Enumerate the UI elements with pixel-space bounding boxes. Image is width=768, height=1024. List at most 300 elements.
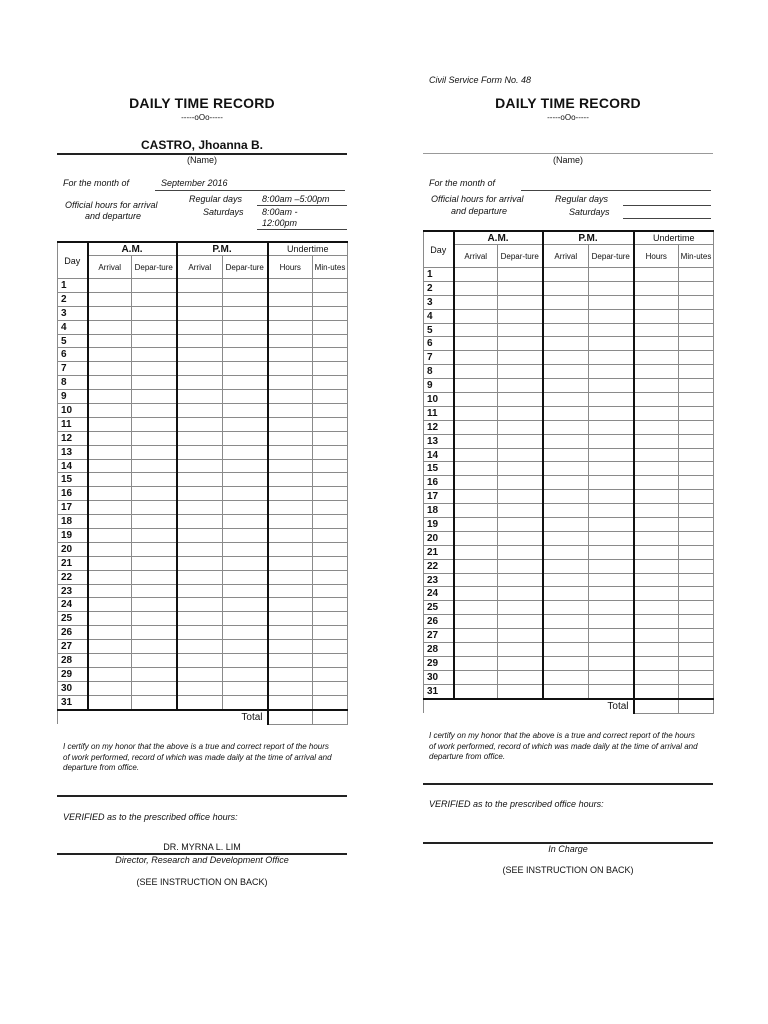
pm-arrival-cell[interactable] (177, 390, 223, 404)
pm-departure-cell[interactable] (223, 695, 268, 709)
am-departure-cell[interactable] (132, 459, 177, 473)
pm-departure-cell[interactable] (589, 351, 634, 365)
undertime-minutes-cell[interactable] (313, 529, 348, 543)
am-arrival-cell[interactable] (454, 643, 498, 657)
pm-arrival-cell[interactable] (177, 473, 223, 487)
undertime-minutes-cell[interactable] (679, 379, 714, 393)
undertime-hours-cell[interactable] (268, 292, 313, 306)
undertime-hours-cell[interactable] (268, 306, 313, 320)
undertime-hours-cell[interactable] (634, 406, 679, 420)
undertime-minutes-cell[interactable] (679, 629, 714, 643)
am-arrival-cell[interactable] (88, 626, 132, 640)
pm-departure-cell[interactable] (589, 365, 634, 379)
undertime-minutes-cell[interactable] (679, 462, 714, 476)
pm-departure-cell[interactable] (589, 379, 634, 393)
undertime-minutes-cell[interactable] (679, 518, 714, 532)
undertime-hours-cell[interactable] (268, 626, 313, 640)
undertime-hours-cell[interactable] (268, 542, 313, 556)
undertime-hours-cell[interactable] (634, 629, 679, 643)
am-arrival-cell[interactable] (454, 309, 498, 323)
am-departure-cell[interactable] (498, 545, 543, 559)
am-arrival-cell[interactable] (454, 337, 498, 351)
pm-departure-cell[interactable] (223, 487, 268, 501)
pm-arrival-cell[interactable] (543, 573, 589, 587)
pm-arrival-cell[interactable] (177, 292, 223, 306)
am-departure-cell[interactable] (132, 320, 177, 334)
am-arrival-cell[interactable] (454, 295, 498, 309)
pm-departure-cell[interactable] (223, 473, 268, 487)
am-arrival-cell[interactable] (454, 351, 498, 365)
undertime-hours-cell[interactable] (268, 459, 313, 473)
undertime-hours-cell[interactable] (634, 309, 679, 323)
am-arrival-cell[interactable] (88, 279, 132, 293)
undertime-minutes-cell[interactable] (679, 281, 714, 295)
pm-departure-cell[interactable] (223, 542, 268, 556)
pm-arrival-cell[interactable] (543, 643, 589, 657)
undertime-hours-cell[interactable] (268, 667, 313, 681)
pm-departure-cell[interactable] (223, 570, 268, 584)
undertime-minutes-cell[interactable] (679, 643, 714, 657)
am-departure-cell[interactable] (132, 681, 177, 695)
am-departure-cell[interactable] (498, 365, 543, 379)
am-departure-cell[interactable] (132, 334, 177, 348)
am-departure-cell[interactable] (498, 587, 543, 601)
undertime-hours-cell[interactable] (268, 417, 313, 431)
undertime-minutes-cell[interactable] (679, 545, 714, 559)
am-arrival-cell[interactable] (454, 684, 498, 698)
pm-departure-cell[interactable] (223, 431, 268, 445)
pm-departure-cell[interactable] (589, 337, 634, 351)
pm-departure-cell[interactable] (589, 587, 634, 601)
am-departure-cell[interactable] (498, 323, 543, 337)
am-arrival-cell[interactable] (454, 504, 498, 518)
undertime-minutes-cell[interactable] (313, 556, 348, 570)
undertime-minutes-cell[interactable] (679, 365, 714, 379)
pm-departure-cell[interactable] (223, 404, 268, 418)
pm-arrival-cell[interactable] (543, 448, 589, 462)
pm-departure-cell[interactable] (589, 462, 634, 476)
am-arrival-cell[interactable] (88, 390, 132, 404)
pm-arrival-cell[interactable] (177, 320, 223, 334)
am-arrival-cell[interactable] (88, 612, 132, 626)
undertime-minutes-cell[interactable] (679, 656, 714, 670)
undertime-hours-cell[interactable] (634, 434, 679, 448)
am-arrival-cell[interactable] (88, 292, 132, 306)
undertime-minutes-cell[interactable] (679, 504, 714, 518)
undertime-hours-cell[interactable] (634, 295, 679, 309)
undertime-hours-cell[interactable] (634, 504, 679, 518)
pm-arrival-cell[interactable] (177, 417, 223, 431)
undertime-hours-cell[interactable] (268, 640, 313, 654)
pm-departure-cell[interactable] (589, 323, 634, 337)
am-departure-cell[interactable] (498, 337, 543, 351)
undertime-minutes-cell[interactable] (313, 542, 348, 556)
undertime-hours-cell[interactable] (268, 584, 313, 598)
am-arrival-cell[interactable] (454, 268, 498, 282)
am-arrival-cell[interactable] (88, 667, 132, 681)
am-departure-cell[interactable] (498, 656, 543, 670)
total-hours-cell[interactable] (268, 710, 313, 725)
pm-arrival-cell[interactable] (543, 365, 589, 379)
pm-departure-cell[interactable] (223, 515, 268, 529)
undertime-hours-cell[interactable] (268, 431, 313, 445)
undertime-minutes-cell[interactable] (313, 376, 348, 390)
pm-departure-cell[interactable] (589, 295, 634, 309)
undertime-minutes-cell[interactable] (679, 615, 714, 629)
pm-departure-cell[interactable] (589, 531, 634, 545)
undertime-hours-cell[interactable] (268, 362, 313, 376)
total-minutes-cell[interactable] (313, 710, 348, 725)
am-arrival-cell[interactable] (88, 404, 132, 418)
undertime-hours-cell[interactable] (634, 518, 679, 532)
undertime-minutes-cell[interactable] (313, 473, 348, 487)
pm-arrival-cell[interactable] (177, 306, 223, 320)
am-departure-cell[interactable] (498, 476, 543, 490)
am-departure-cell[interactable] (132, 584, 177, 598)
undertime-minutes-cell[interactable] (313, 279, 348, 293)
am-departure-cell[interactable] (498, 615, 543, 629)
am-departure-cell[interactable] (498, 629, 543, 643)
am-arrival-cell[interactable] (88, 306, 132, 320)
pm-departure-cell[interactable] (589, 490, 634, 504)
pm-arrival-cell[interactable] (177, 376, 223, 390)
pm-arrival-cell[interactable] (543, 559, 589, 573)
pm-arrival-cell[interactable] (177, 445, 223, 459)
am-departure-cell[interactable] (132, 306, 177, 320)
pm-departure-cell[interactable] (223, 334, 268, 348)
am-departure-cell[interactable] (498, 504, 543, 518)
am-arrival-cell[interactable] (88, 695, 132, 709)
pm-departure-cell[interactable] (589, 476, 634, 490)
pm-arrival-cell[interactable] (543, 406, 589, 420)
pm-arrival-cell[interactable] (177, 612, 223, 626)
undertime-hours-cell[interactable] (634, 643, 679, 657)
undertime-hours-cell[interactable] (268, 376, 313, 390)
am-departure-cell[interactable] (132, 390, 177, 404)
undertime-hours-cell[interactable] (634, 656, 679, 670)
pm-departure-cell[interactable] (223, 640, 268, 654)
undertime-minutes-cell[interactable] (679, 323, 714, 337)
am-arrival-cell[interactable] (88, 459, 132, 473)
pm-departure-cell[interactable] (223, 376, 268, 390)
pm-departure-cell[interactable] (589, 434, 634, 448)
am-arrival-cell[interactable] (88, 584, 132, 598)
undertime-hours-cell[interactable] (268, 320, 313, 334)
pm-arrival-cell[interactable] (177, 404, 223, 418)
pm-arrival-cell[interactable] (543, 351, 589, 365)
pm-arrival-cell[interactable] (543, 337, 589, 351)
undertime-hours-cell[interactable] (634, 281, 679, 295)
undertime-hours-cell[interactable] (268, 515, 313, 529)
pm-arrival-cell[interactable] (543, 295, 589, 309)
am-departure-cell[interactable] (132, 556, 177, 570)
pm-arrival-cell[interactable] (543, 490, 589, 504)
pm-departure-cell[interactable] (223, 292, 268, 306)
undertime-minutes-cell[interactable] (679, 337, 714, 351)
undertime-hours-cell[interactable] (268, 612, 313, 626)
am-departure-cell[interactable] (498, 351, 543, 365)
undertime-hours-cell[interactable] (268, 445, 313, 459)
am-arrival-cell[interactable] (454, 629, 498, 643)
am-departure-cell[interactable] (132, 626, 177, 640)
pm-departure-cell[interactable] (589, 448, 634, 462)
undertime-minutes-cell[interactable] (679, 531, 714, 545)
undertime-minutes-cell[interactable] (313, 362, 348, 376)
am-departure-cell[interactable] (498, 393, 543, 407)
undertime-hours-cell[interactable] (268, 529, 313, 543)
pm-arrival-cell[interactable] (177, 529, 223, 543)
undertime-minutes-cell[interactable] (679, 559, 714, 573)
undertime-minutes-cell[interactable] (313, 390, 348, 404)
am-arrival-cell[interactable] (88, 640, 132, 654)
undertime-minutes-cell[interactable] (679, 351, 714, 365)
pm-departure-cell[interactable] (223, 681, 268, 695)
pm-departure-cell[interactable] (589, 281, 634, 295)
pm-arrival-cell[interactable] (177, 334, 223, 348)
am-arrival-cell[interactable] (454, 601, 498, 615)
pm-arrival-cell[interactable] (543, 684, 589, 698)
pm-arrival-cell[interactable] (543, 629, 589, 643)
undertime-minutes-cell[interactable] (313, 695, 348, 709)
am-arrival-cell[interactable] (454, 573, 498, 587)
pm-arrival-cell[interactable] (543, 504, 589, 518)
am-arrival-cell[interactable] (88, 348, 132, 362)
undertime-minutes-cell[interactable] (313, 334, 348, 348)
am-arrival-cell[interactable] (454, 462, 498, 476)
undertime-minutes-cell[interactable] (313, 667, 348, 681)
pm-departure-cell[interactable] (223, 501, 268, 515)
pm-arrival-cell[interactable] (543, 462, 589, 476)
am-arrival-cell[interactable] (88, 334, 132, 348)
undertime-minutes-cell[interactable] (313, 612, 348, 626)
am-arrival-cell[interactable] (454, 656, 498, 670)
am-departure-cell[interactable] (498, 601, 543, 615)
undertime-minutes-cell[interactable] (313, 598, 348, 612)
am-arrival-cell[interactable] (454, 393, 498, 407)
undertime-minutes-cell[interactable] (679, 420, 714, 434)
am-departure-cell[interactable] (498, 670, 543, 684)
am-arrival-cell[interactable] (88, 598, 132, 612)
pm-arrival-cell[interactable] (543, 545, 589, 559)
undertime-minutes-cell[interactable] (313, 626, 348, 640)
undertime-hours-cell[interactable] (634, 531, 679, 545)
undertime-hours-cell[interactable] (268, 348, 313, 362)
undertime-hours-cell[interactable] (634, 601, 679, 615)
am-departure-cell[interactable] (498, 643, 543, 657)
undertime-minutes-cell[interactable] (679, 406, 714, 420)
undertime-minutes-cell[interactable] (313, 501, 348, 515)
pm-departure-cell[interactable] (223, 320, 268, 334)
pm-departure-cell[interactable] (223, 445, 268, 459)
pm-departure-cell[interactable] (223, 654, 268, 668)
undertime-hours-cell[interactable] (268, 556, 313, 570)
undertime-minutes-cell[interactable] (313, 320, 348, 334)
pm-arrival-cell[interactable] (543, 656, 589, 670)
am-departure-cell[interactable] (132, 529, 177, 543)
pm-departure-cell[interactable] (589, 545, 634, 559)
pm-arrival-cell[interactable] (177, 279, 223, 293)
pm-arrival-cell[interactable] (543, 601, 589, 615)
am-departure-cell[interactable] (498, 462, 543, 476)
undertime-hours-cell[interactable] (634, 365, 679, 379)
pm-arrival-cell[interactable] (543, 281, 589, 295)
pm-departure-cell[interactable] (589, 573, 634, 587)
pm-departure-cell[interactable] (223, 598, 268, 612)
pm-arrival-cell[interactable] (543, 393, 589, 407)
pm-arrival-cell[interactable] (543, 420, 589, 434)
pm-arrival-cell[interactable] (177, 570, 223, 584)
undertime-minutes-cell[interactable] (679, 448, 714, 462)
pm-departure-cell[interactable] (223, 612, 268, 626)
am-departure-cell[interactable] (132, 640, 177, 654)
undertime-hours-cell[interactable] (268, 501, 313, 515)
am-arrival-cell[interactable] (454, 434, 498, 448)
am-departure-cell[interactable] (132, 445, 177, 459)
pm-departure-cell[interactable] (589, 559, 634, 573)
am-departure-cell[interactable] (132, 292, 177, 306)
pm-departure-cell[interactable] (589, 268, 634, 282)
am-departure-cell[interactable] (132, 473, 177, 487)
undertime-minutes-cell[interactable] (679, 309, 714, 323)
pm-arrival-cell[interactable] (543, 323, 589, 337)
pm-departure-cell[interactable] (589, 629, 634, 643)
undertime-hours-cell[interactable] (634, 448, 679, 462)
pm-arrival-cell[interactable] (543, 379, 589, 393)
pm-arrival-cell[interactable] (543, 670, 589, 684)
am-departure-cell[interactable] (132, 542, 177, 556)
undertime-hours-cell[interactable] (634, 670, 679, 684)
pm-arrival-cell[interactable] (543, 268, 589, 282)
pm-arrival-cell[interactable] (177, 598, 223, 612)
undertime-minutes-cell[interactable] (679, 490, 714, 504)
am-arrival-cell[interactable] (454, 531, 498, 545)
am-departure-cell[interactable] (498, 295, 543, 309)
pm-arrival-cell[interactable] (177, 431, 223, 445)
undertime-hours-cell[interactable] (268, 334, 313, 348)
am-departure-cell[interactable] (498, 518, 543, 532)
undertime-hours-cell[interactable] (634, 684, 679, 698)
pm-arrival-cell[interactable] (543, 615, 589, 629)
undertime-hours-cell[interactable] (268, 681, 313, 695)
am-arrival-cell[interactable] (454, 476, 498, 490)
am-departure-cell[interactable] (498, 379, 543, 393)
pm-arrival-cell[interactable] (177, 487, 223, 501)
undertime-hours-cell[interactable] (634, 420, 679, 434)
am-departure-cell[interactable] (132, 404, 177, 418)
am-departure-cell[interactable] (498, 490, 543, 504)
pm-arrival-cell[interactable] (543, 434, 589, 448)
undertime-hours-cell[interactable] (268, 279, 313, 293)
undertime-hours-cell[interactable] (268, 695, 313, 709)
pm-arrival-cell[interactable] (177, 681, 223, 695)
undertime-minutes-cell[interactable] (313, 306, 348, 320)
undertime-hours-cell[interactable] (634, 490, 679, 504)
pm-departure-cell[interactable] (589, 504, 634, 518)
am-arrival-cell[interactable] (88, 556, 132, 570)
am-arrival-cell[interactable] (88, 570, 132, 584)
am-arrival-cell[interactable] (88, 320, 132, 334)
am-arrival-cell[interactable] (88, 654, 132, 668)
am-departure-cell[interactable] (498, 406, 543, 420)
am-departure-cell[interactable] (498, 573, 543, 587)
pm-departure-cell[interactable] (589, 601, 634, 615)
pm-arrival-cell[interactable] (177, 654, 223, 668)
am-departure-cell[interactable] (498, 684, 543, 698)
pm-departure-cell[interactable] (223, 556, 268, 570)
undertime-minutes-cell[interactable] (313, 515, 348, 529)
am-arrival-cell[interactable] (88, 529, 132, 543)
am-arrival-cell[interactable] (454, 545, 498, 559)
undertime-hours-cell[interactable] (268, 404, 313, 418)
am-departure-cell[interactable] (132, 417, 177, 431)
am-departure-cell[interactable] (132, 654, 177, 668)
am-arrival-cell[interactable] (88, 681, 132, 695)
undertime-minutes-cell[interactable] (313, 459, 348, 473)
am-arrival-cell[interactable] (454, 406, 498, 420)
pm-departure-cell[interactable] (589, 670, 634, 684)
am-departure-cell[interactable] (498, 531, 543, 545)
undertime-hours-cell[interactable] (634, 268, 679, 282)
am-arrival-cell[interactable] (454, 559, 498, 573)
undertime-minutes-cell[interactable] (679, 684, 714, 698)
undertime-minutes-cell[interactable] (679, 670, 714, 684)
pm-arrival-cell[interactable] (177, 667, 223, 681)
undertime-minutes-cell[interactable] (313, 404, 348, 418)
undertime-minutes-cell[interactable] (313, 584, 348, 598)
am-arrival-cell[interactable] (454, 670, 498, 684)
undertime-minutes-cell[interactable] (679, 434, 714, 448)
pm-departure-cell[interactable] (589, 643, 634, 657)
pm-arrival-cell[interactable] (177, 362, 223, 376)
undertime-minutes-cell[interactable] (313, 681, 348, 695)
am-departure-cell[interactable] (132, 376, 177, 390)
pm-arrival-cell[interactable] (543, 309, 589, 323)
am-arrival-cell[interactable] (88, 473, 132, 487)
am-departure-cell[interactable] (498, 268, 543, 282)
pm-arrival-cell[interactable] (177, 515, 223, 529)
pm-departure-cell[interactable] (223, 584, 268, 598)
undertime-hours-cell[interactable] (268, 390, 313, 404)
am-arrival-cell[interactable] (454, 323, 498, 337)
pm-departure-cell[interactable] (223, 529, 268, 543)
undertime-hours-cell[interactable] (268, 598, 313, 612)
am-arrival-cell[interactable] (454, 518, 498, 532)
am-arrival-cell[interactable] (454, 448, 498, 462)
am-departure-cell[interactable] (132, 515, 177, 529)
am-arrival-cell[interactable] (88, 417, 132, 431)
am-arrival-cell[interactable] (88, 376, 132, 390)
undertime-minutes-cell[interactable] (679, 601, 714, 615)
am-arrival-cell[interactable] (88, 501, 132, 515)
undertime-hours-cell[interactable] (634, 587, 679, 601)
undertime-minutes-cell[interactable] (313, 431, 348, 445)
total-minutes-cell[interactable] (679, 699, 714, 714)
pm-departure-cell[interactable] (223, 667, 268, 681)
pm-departure-cell[interactable] (223, 348, 268, 362)
undertime-minutes-cell[interactable] (313, 654, 348, 668)
undertime-hours-cell[interactable] (268, 654, 313, 668)
pm-departure-cell[interactable] (223, 417, 268, 431)
undertime-hours-cell[interactable] (634, 573, 679, 587)
am-arrival-cell[interactable] (88, 431, 132, 445)
pm-arrival-cell[interactable] (177, 640, 223, 654)
undertime-hours-cell[interactable] (634, 323, 679, 337)
pm-departure-cell[interactable] (589, 615, 634, 629)
am-departure-cell[interactable] (132, 362, 177, 376)
pm-departure-cell[interactable] (223, 459, 268, 473)
am-departure-cell[interactable] (132, 570, 177, 584)
undertime-hours-cell[interactable] (634, 337, 679, 351)
